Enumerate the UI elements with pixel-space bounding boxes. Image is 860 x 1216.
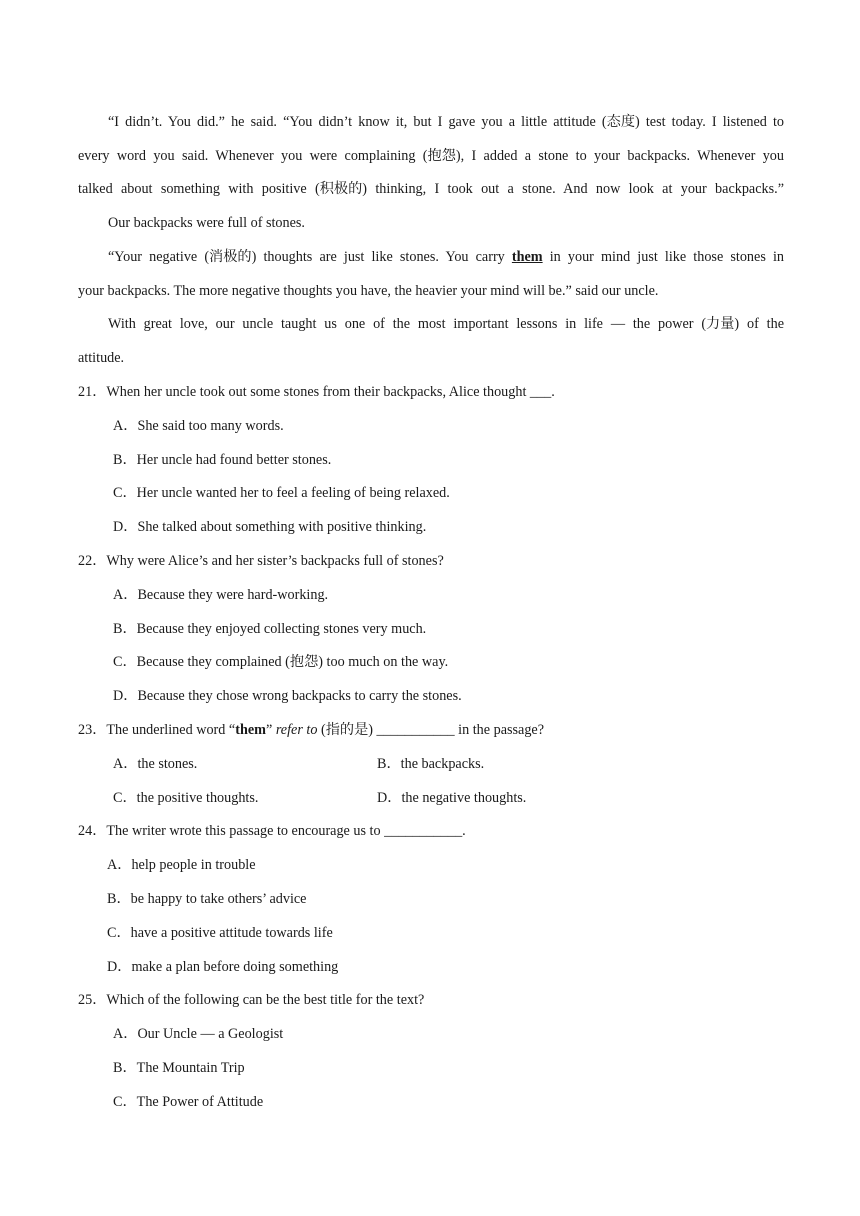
option-letter: A． — [113, 756, 138, 772]
question-22-option-d[interactable] — [113, 686, 462, 706]
option-letter: D． — [107, 959, 132, 975]
question-25-option-c[interactable] — [113, 1092, 263, 1112]
question-number: 22． — [78, 553, 107, 569]
option-text: Because they enjoyed collecting stones very much. — [136, 621, 427, 637]
underlined-word-them: them — [511, 249, 543, 265]
question-21-option-c[interactable] — [113, 483, 450, 503]
question-23-option-c[interactable] — [113, 788, 258, 808]
question-21-option-a[interactable] — [113, 416, 284, 436]
question-text: Why were Alice’s and her sister’s backpacks full of stones? — [106, 553, 444, 569]
question-24-stem — [78, 821, 466, 841]
option-text: the negative thoughts. — [401, 790, 527, 806]
option-text: The Mountain Trip — [136, 1060, 245, 1076]
option-letter: B． — [113, 1060, 137, 1076]
passage-p2: Our backpacks were full of stones. — [108, 215, 305, 231]
question-text-c: (指的是) ___________ in the passage? — [317, 722, 545, 738]
passage-p3-line1 — [108, 247, 784, 267]
question-text: When her uncle took out some stones from their backpacks, Alice thought ___. — [106, 384, 555, 400]
option-text: Our Uncle — a Geologist — [137, 1026, 284, 1042]
passage-p1-line2: every word you said. Whenever you were complaining (抱怨), I added a stone to your backpacks. Whenever you — [78, 148, 784, 164]
option-text: the positive thoughts. — [136, 790, 259, 806]
option-letter: C． — [113, 654, 137, 670]
option-text: Because they complained (抱怨) too much on the way. — [136, 654, 449, 670]
option-text: Because they chose wrong backpacks to carry the stones. — [137, 688, 462, 704]
option-letter: B． — [377, 756, 401, 772]
question-23-stem — [78, 720, 544, 740]
question-text: The writer wrote this passage to encourage us to ___________. — [106, 823, 466, 839]
question-23-option-b[interactable] — [377, 754, 484, 774]
question-22-stem — [78, 551, 444, 571]
question-22-option-b[interactable] — [113, 619, 426, 639]
question-25-option-b[interactable] — [113, 1058, 245, 1078]
question-24-option-d[interactable] — [107, 957, 338, 977]
question-21-option-b[interactable] — [113, 450, 331, 470]
passage-p4-line1: With great love, our uncle taught us one of the most important lessons in life — the power (力量) of the — [108, 316, 784, 332]
question-number: 23． — [78, 722, 107, 738]
option-text: Because they were hard-working. — [137, 587, 329, 603]
question-italic-phrase: refer to — [275, 722, 318, 738]
question-23-option-a[interactable] — [113, 754, 197, 774]
option-letter: C． — [113, 790, 137, 806]
question-25-stem — [78, 990, 424, 1010]
option-text: help people in trouble — [131, 857, 256, 873]
passage-p3-text-a: “Your negative (消极的) thoughts are just like stones. You carry — [108, 249, 512, 265]
option-letter: D． — [113, 519, 138, 535]
option-letter: B． — [113, 452, 137, 468]
option-text: the stones. — [137, 756, 198, 772]
option-letter: D． — [113, 688, 138, 704]
question-number: 21． — [78, 384, 107, 400]
passage-p3-text-b: in your mind just like those stones in — [542, 249, 784, 265]
question-number: 24． — [78, 823, 107, 839]
option-letter: A． — [113, 587, 138, 603]
question-24-option-a[interactable] — [107, 855, 256, 875]
option-text: The Power of Attitude — [136, 1094, 264, 1110]
option-text: Her uncle wanted her to feel a feeling of being relaxed. — [136, 485, 450, 501]
option-text: the backpacks. — [400, 756, 485, 772]
option-letter: B． — [107, 891, 131, 907]
option-letter: C． — [107, 925, 131, 941]
option-letter: A． — [113, 418, 138, 434]
question-text: Which of the following can be the best title for the text? — [106, 992, 425, 1008]
option-text: Her uncle had found better stones. — [136, 452, 332, 468]
option-letter: B． — [113, 621, 137, 637]
option-letter: C． — [113, 1094, 137, 1110]
option-letter: D． — [377, 790, 402, 806]
question-text-b: ” — [265, 722, 276, 738]
option-text: She said too many words. — [137, 418, 284, 434]
question-22-option-a[interactable] — [113, 585, 328, 605]
question-23-option-d[interactable] — [377, 788, 526, 808]
passage-p4-line2: attitude. — [78, 350, 125, 366]
passage-p3-line2: your backpacks. The more negative thoughts you have, the heavier your mind will be.” said our uncle. — [78, 283, 659, 299]
option-letter: A． — [107, 857, 132, 873]
question-24-option-c[interactable] — [107, 923, 333, 943]
option-text: She talked about something with positive thinking. — [137, 519, 427, 535]
question-22-option-c[interactable] — [113, 652, 448, 672]
question-24-option-b[interactable] — [107, 889, 306, 909]
question-key-word: them — [235, 722, 266, 738]
option-letter: C． — [113, 485, 137, 501]
passage-p1-line3: talked about something with positive (积极的) thinking, I took out a stone. And now look at your backpacks.” — [78, 181, 784, 197]
question-21-option-d[interactable] — [113, 517, 426, 537]
passage-p1-line1: “I didn’t. You did.” he said. “You didn’t know it, but I gave you a little attitude (态度) test today. I listened to — [108, 114, 784, 130]
question-21-stem — [78, 382, 555, 402]
option-text: have a positive attitude towards life — [130, 925, 333, 941]
option-text: be happy to take others’ advice — [130, 891, 307, 907]
question-text-a: The underlined word “ — [106, 722, 236, 738]
option-text: make a plan before doing something — [131, 959, 339, 975]
option-letter: A． — [113, 1026, 138, 1042]
question-number: 25． — [78, 992, 107, 1008]
question-25-option-a[interactable] — [113, 1024, 283, 1044]
